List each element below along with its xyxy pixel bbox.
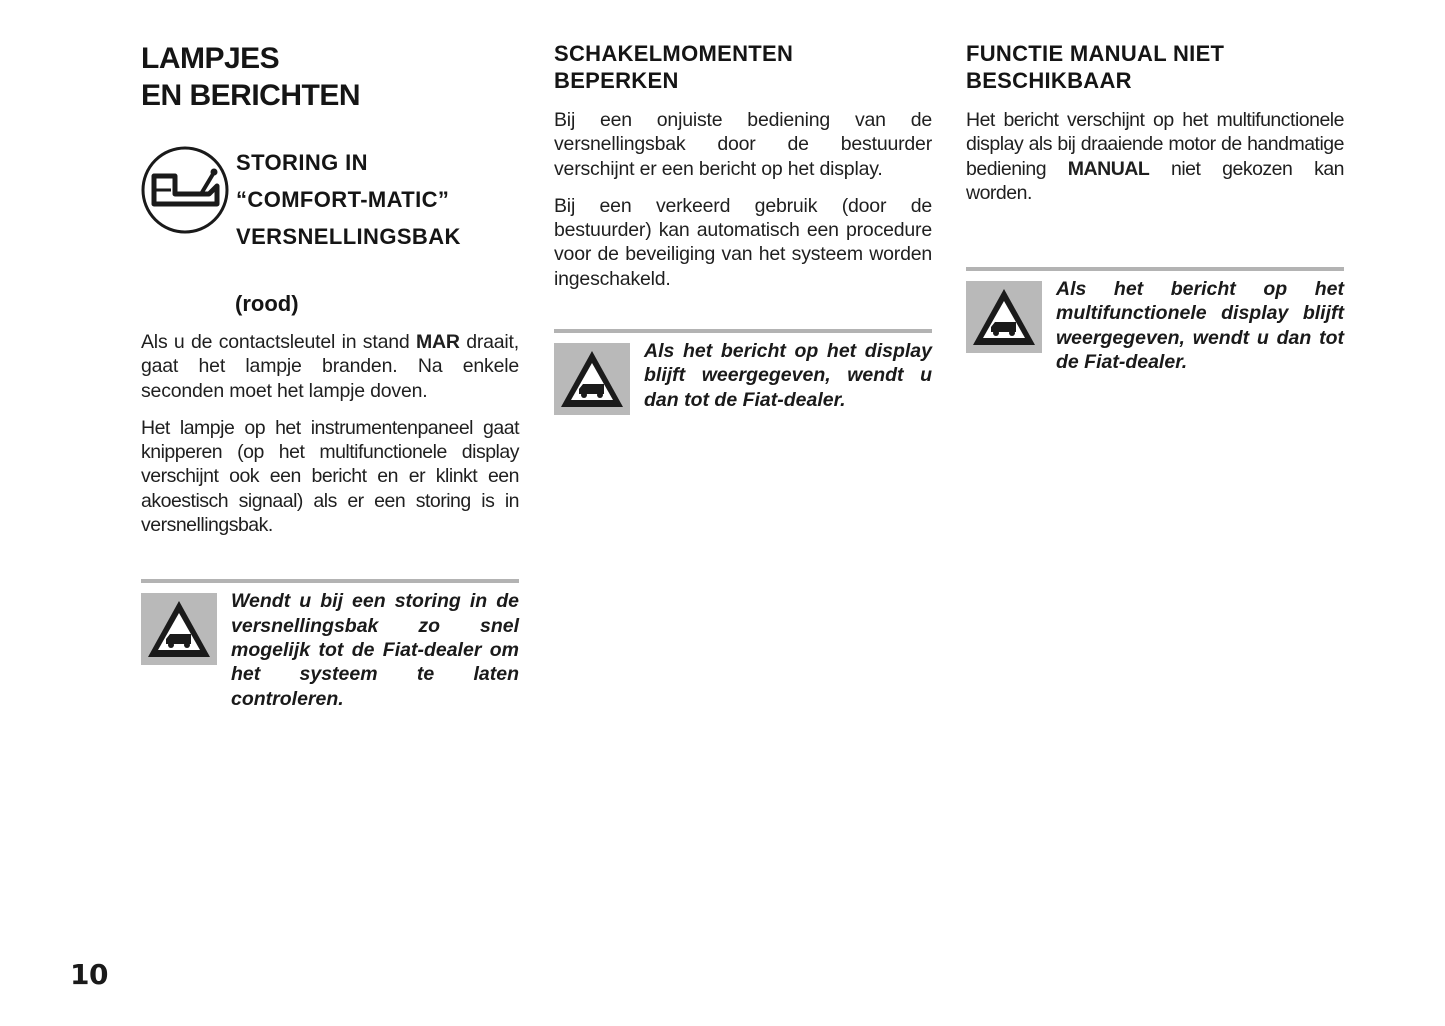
page-title	[141, 40, 519, 114]
column-right	[966, 40, 1344, 374]
warning-box	[966, 267, 1344, 374]
mar-keyword: MAR	[415, 331, 460, 353]
warning-lamp-block	[141, 144, 519, 289]
page-title-line1: LAMPJES	[141, 42, 280, 75]
page-title-line2: EN BERICHTEN	[141, 79, 361, 112]
section-title: FUNCTIE MANUAL NIET BESCHIKBAAR	[966, 41, 1225, 93]
paragraph-protection-procedure: Bij een verkeerd gebruik (door de bestuurder) kan automatisch een procedure voor de beveiliging van het systeem worden ingeschakeld.	[554, 194, 932, 290]
lamp-title-line3: VERSNELLINGSBAK	[236, 224, 461, 249]
manual-keyword: MANUAL	[1067, 157, 1150, 180]
warning-box	[141, 579, 519, 710]
warning-triangle-icon	[141, 593, 217, 665]
lamp-subtitle: (rood)	[235, 291, 299, 316]
lamp-title-line2: “COMFORT-MATIC”	[236, 187, 450, 212]
page-number: 10	[70, 958, 108, 991]
paragraph-contact-key: Als u de contactsleutel in stand MAR draait, gaat het lampje branden. Na enkele seconden moet het lampje doven.	[141, 331, 519, 402]
warning-box	[554, 329, 932, 412]
warning-triangle-icon	[554, 343, 630, 415]
warning-text: Als het bericht op het multifunctionele display blijft weergegeven, wendt u dan tot de Fiat-dealer.	[1056, 278, 1344, 374]
lamp-title	[236, 144, 521, 255]
column-left	[141, 40, 519, 711]
paragraph-manual-unavailable: Het bericht verschijnt op het multifunctionele display als bij draaiende motor de handmatige bediening MANUAL niet gekozen kan worden.	[966, 109, 1345, 204]
paragraph-incorrect-operation: Bij een onjuiste bediening van de versnellingsbak door de bestuurder verschijnt er een bericht op het display.	[554, 109, 932, 180]
lamp-title-line1: STORING IN	[236, 150, 368, 175]
gearbox-fault-icon	[141, 146, 229, 234]
warning-text: Wendt u bij een storing in de versnellingsbak zo snel mogelijk tot de Fiat-dealer om het systeem te laten controleren.	[231, 590, 519, 710]
section-title: SCHAKELMOMENTEN BEPERKEN	[554, 41, 794, 93]
warning-triangle-icon	[966, 281, 1042, 353]
warning-text: Als het bericht op het display blijft weergegeven, wendt u dan tot de Fiat-dealer.	[644, 340, 932, 411]
paragraph-lamp-flashing: Het lampje op het instrumentenpaneel gaat knipperen (op het multifunctionele display verschijnt ook een bericht en er klinkt een akoestisch signaal) als er een storing is in versnellingsbak.	[141, 416, 519, 537]
column-middle	[554, 40, 932, 412]
